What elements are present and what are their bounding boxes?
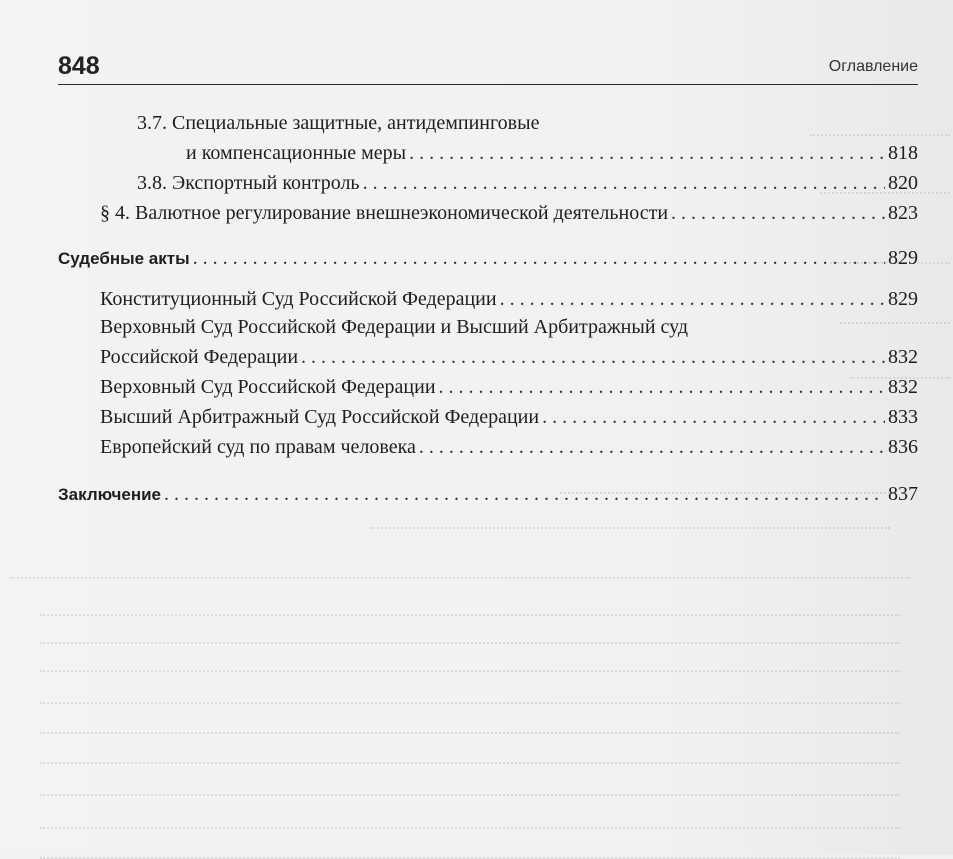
leader-dots [363, 170, 885, 196]
toc-entry-page: 833 [888, 406, 918, 428]
leader-dots [193, 245, 885, 271]
toc-entry[interactable] [186, 140, 918, 166]
toc-section-page: 829 [888, 247, 918, 269]
toc-entry[interactable] [100, 200, 918, 226]
toc-entry[interactable] [100, 344, 918, 370]
toc-section-title: Судебные акты [58, 249, 190, 268]
toc-entry[interactable] [100, 374, 918, 400]
leader-dots [301, 344, 885, 370]
toc-entry-title: Европейский суд по правам человека [100, 436, 416, 458]
toc-section[interactable] [58, 481, 918, 507]
toc-entry-page: 832 [888, 376, 918, 398]
toc-entry-title: § 4. Валютное регулирование внешнеэкономической деятельности [100, 202, 669, 224]
toc-entry-page: 832 [888, 346, 918, 368]
toc-entry[interactable] [100, 286, 918, 312]
toc-entry-page: 829 [888, 288, 918, 310]
leader-dots [439, 374, 885, 400]
toc-entry[interactable] [100, 434, 918, 460]
leader-dots [409, 140, 885, 166]
page-number: 848 [58, 52, 100, 80]
toc-entry-line: Верховный Суд Российской Федерации и Высший Арбитражный суд [100, 316, 689, 338]
toc-entry-title: и компенсационные меры [186, 142, 407, 164]
leader-dots [542, 404, 885, 430]
toc-entry-title: Российской Федерации [100, 346, 299, 368]
toc-entry-title: Верховный Суд Российской Федерации [100, 376, 436, 398]
toc-section-page: 837 [888, 483, 918, 505]
running-head: Оглавление [828, 58, 918, 75]
toc-entry-line: 3.7. Специальные защитные, антидемпинговые [137, 112, 540, 134]
toc-section[interactable] [58, 245, 918, 271]
leader-dots [500, 286, 885, 312]
toc-entry-page: 836 [888, 436, 918, 458]
toc-entry-title: Высший Арбитражный Суд Российской Федерации [100, 406, 540, 428]
toc-entry-title: Конституционный Суд Российской Федерации [100, 288, 497, 310]
toc-entry[interactable] [137, 170, 918, 196]
leader-dots [671, 200, 885, 226]
leader-dots [164, 481, 885, 507]
leader-dots [419, 434, 885, 460]
toc-entry-page: 820 [888, 172, 918, 194]
toc-entry[interactable] [100, 404, 918, 430]
toc-section-title: Заключение [58, 485, 161, 504]
toc-entry-page: 823 [888, 202, 918, 224]
page-header [58, 50, 918, 85]
toc-entry-page: 818 [888, 142, 918, 164]
toc-entry-title: 3.8. Экспортный контроль [137, 172, 360, 194]
